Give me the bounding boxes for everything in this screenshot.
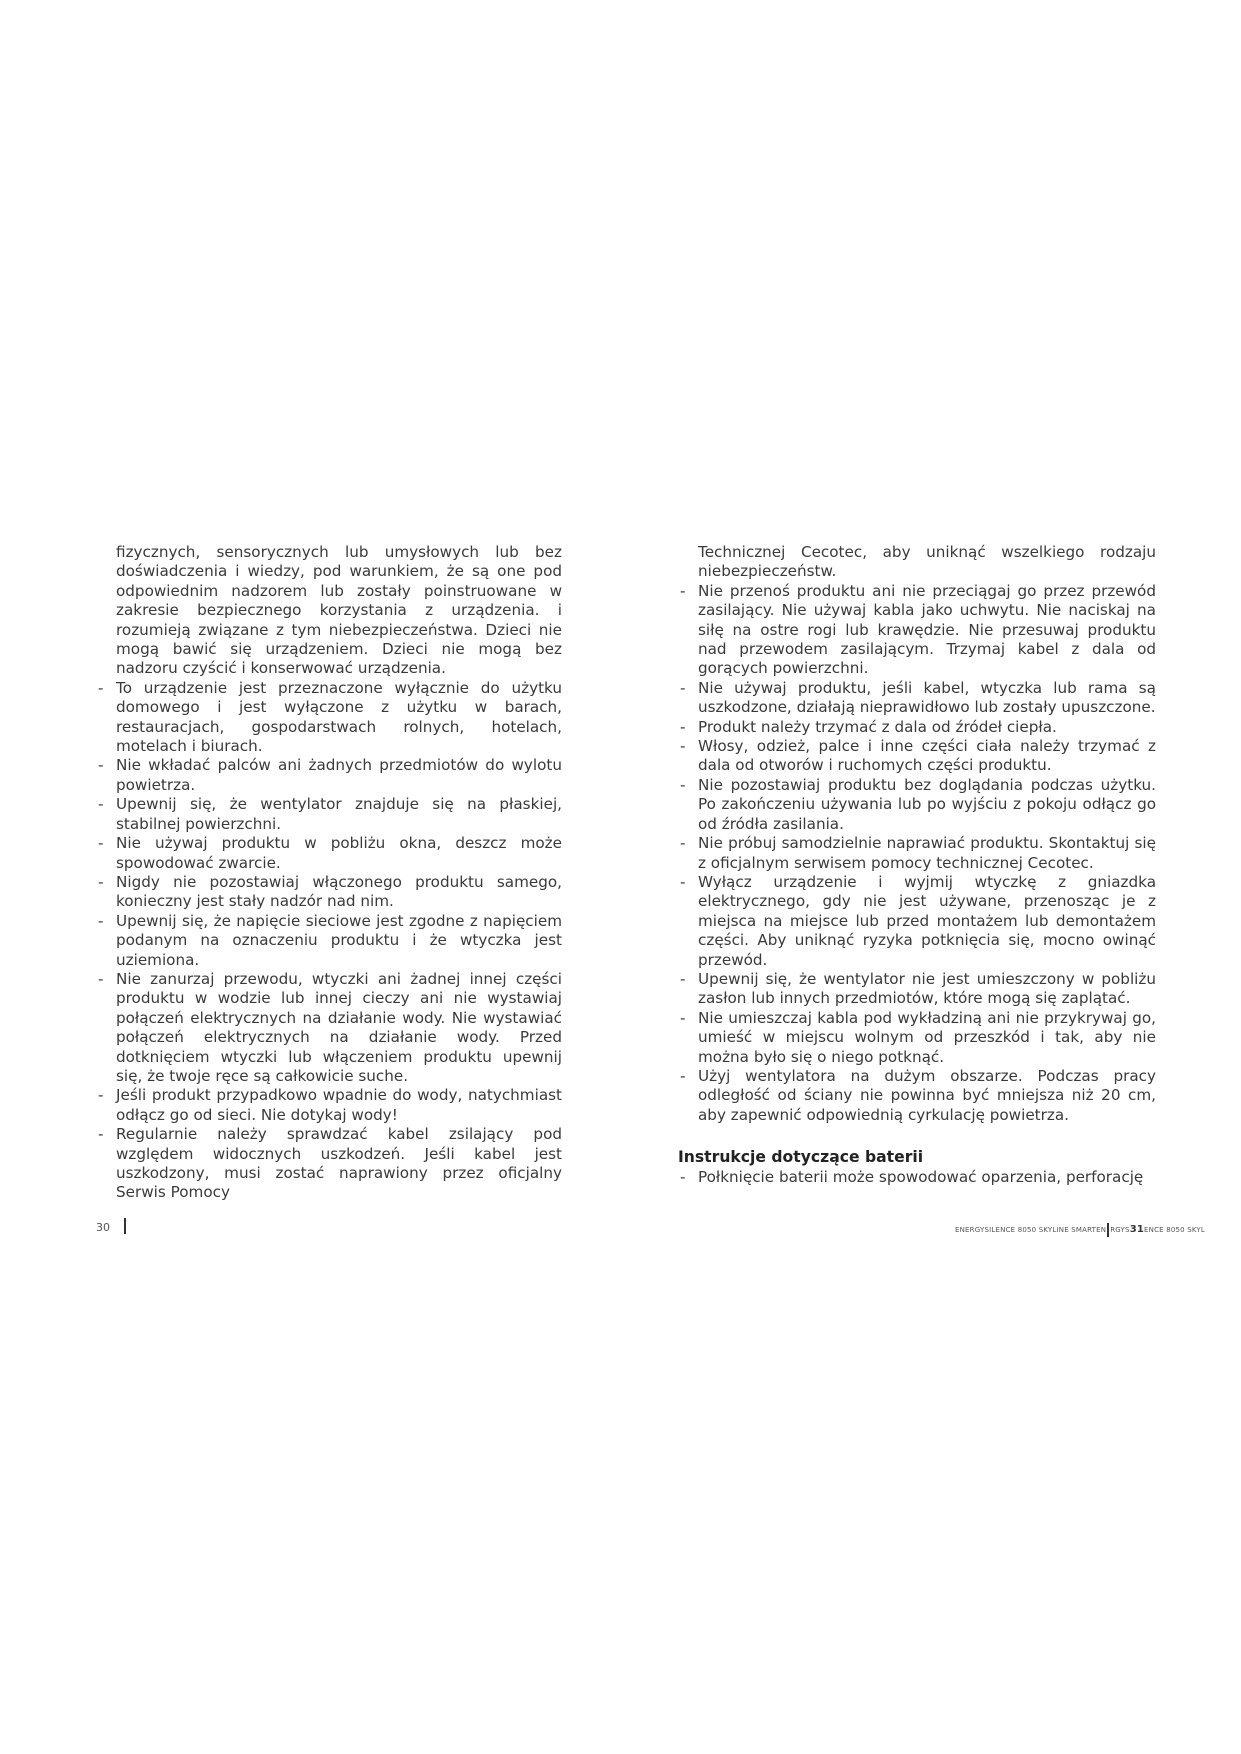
list-item-text: Upewnij się, że wentylator nie jest umieszczony w pobliżu zasłon lub innych przedmiotów, które mogą się zaplątać.	[698, 969, 1156, 1008]
bullet-dash: -	[680, 737, 686, 756]
running-title-a: ENERGYSILENCE 8050 SKYLINE SMARTEN	[955, 1226, 1107, 1234]
list-item-text: Użyj wentylatora na dużym obszarze. Podczas pracy odległość od ściany nie powinna być mniejsza niż 20 cm, aby zapewnić odpowiednią cyrkulację powietrza.	[698, 1066, 1156, 1124]
list-item	[96, 795, 562, 834]
bullet-dash: -	[98, 911, 104, 930]
list-item	[96, 834, 562, 873]
list-item-text: Upewnij się, że napięcie sieciowe jest zgodne z napięciem podanym na oznaczeniu produktu i że wtyczka jest uziemiona.	[116, 911, 562, 969]
bullet-dash: -	[98, 678, 104, 697]
list-item-text: Regularnie należy sprawdzać kabel zsilający pod względem widocznych uszkodzeń. Jeśli kabel jest uszkodzony, musi zostać naprawiony przez oficjalny Serwis Pomocy	[116, 1125, 562, 1202]
left-column	[96, 543, 562, 1203]
page-number-left	[96, 1221, 110, 1234]
list-item	[678, 1168, 1156, 1187]
list-item	[96, 1086, 562, 1125]
section-heading: Instrukcje dotyczące baterii	[678, 1148, 924, 1167]
list-item	[678, 737, 1156, 776]
bullet-dash: -	[680, 1008, 686, 1027]
list-item-text: Nie używaj produktu w pobliżu okna, deszcz może spowodować zwarcie.	[116, 834, 562, 872]
bullet-dash: -	[680, 1066, 686, 1085]
bullet-dash: -	[98, 1125, 104, 1144]
list-item-text: Włosy, odzież, palce i inne części ciała należy trzymać z dala od otworów i ruchomych części produktu.	[698, 737, 1156, 775]
intro-paragraph: Technicznej Cecotec, aby uniknąć wszelkiego rodzaju niebezpieczeństw.	[698, 543, 1156, 581]
list-item-text: Nie pozostawiaj produktu bez doglądania podczas użytku. Po zakończeniu używania lub po wyjściu z pokoju odłącz go od źródła zasilania.	[698, 775, 1156, 833]
list-item	[678, 1009, 1156, 1067]
list-item-text: Nie używaj produktu, jeśli kabel, wtyczka lub rama są uszkodzone, działają nieprawidłowo lub zostały upuszczone.	[698, 678, 1156, 717]
list-item-text: Upewnij się, że wentylator znajduje się na płaskiej, stabilnej powierzchni.	[116, 795, 562, 833]
running-title-b: RGYS	[1110, 1226, 1130, 1234]
bullet-dash: -	[680, 1167, 686, 1186]
bullet-dash: -	[98, 872, 104, 891]
right-column	[678, 543, 1156, 1187]
bullet-dash: -	[680, 834, 686, 853]
bullet-dash: -	[680, 969, 686, 988]
bullet-dash: -	[98, 1086, 104, 1105]
list-item-text: To urządzenie jest przeznaczone wyłącznie do użytku domowego i jest wyłączone z użytku w barach, restauracjach, gospodarstwach rolnych, hotelach, motelach i biurach.	[116, 678, 562, 756]
list-item	[678, 776, 1156, 834]
list-item	[96, 1125, 562, 1203]
bullet-dash: -	[680, 581, 686, 600]
running-footer-right	[955, 1223, 1205, 1237]
list-item-text: Nigdy nie pozostawiaj włączonego produktu samego, konieczny jest stały nadzór nad nim.	[116, 872, 562, 911]
list-item	[96, 679, 562, 757]
list-item	[678, 873, 1156, 970]
list-item	[96, 912, 562, 970]
bullet-dash: -	[680, 872, 686, 891]
bullet-dash: -	[680, 775, 686, 794]
list-item	[96, 970, 562, 1086]
list-item	[678, 834, 1156, 873]
page-number-right: 31	[1129, 1224, 1145, 1235]
list-item-text: Produkt należy trzymać z dala od źródeł ciepła.	[698, 717, 1057, 736]
list-item	[678, 679, 1156, 718]
bullet-dash: -	[680, 678, 686, 697]
footer-divider	[1107, 1223, 1109, 1237]
list-item	[678, 718, 1156, 737]
bullet-dash: -	[98, 795, 104, 814]
list-item-text: Nie zanurzaj przewodu, wtyczki ani żadnej innej części produktu w wodzie lub innej cieczy ani nie wystawiaj połączeń elektrycznych na działanie wody. Nie wystawiać połączeń elektrycznych na działanie wody. Przed dotknięciem wtyczki lub włączeniem produktu upewnij się, że twoje ręce są całkowicie suche.	[116, 969, 562, 1085]
list-item-text: Połknięcie baterii może spowodować oparzenia, perforację	[698, 1167, 1144, 1186]
list-item	[678, 970, 1156, 1009]
list-item-text: Nie przenoś produktu ani nie przeciągaj go przez przewód zasilający. Nie używaj kabla jako uchwytu. Nie naciskaj na siłę na ostre rogi lub krawędzie. Nie przesuwaj produktu nad przewodem zasilającym. Trzymaj kabel z dala od gorących powierzchni.	[698, 581, 1156, 678]
list-item-text: Nie wkładać palców ani żadnych przedmiotów do wylotu powietrza.	[116, 756, 562, 794]
list-item-text: Jeśli produkt przypadkowo wpadnie do wody, natychmiast odłącz go od sieci. Nie dotykaj wody!	[116, 1086, 562, 1124]
bullet-dash: -	[98, 834, 104, 853]
list-item	[96, 756, 562, 795]
list-item	[678, 582, 1156, 679]
page-number-left-text: 30	[96, 1221, 110, 1234]
list-item	[678, 1067, 1156, 1125]
running-title-c: ENCE 8050 SKYL	[1144, 1226, 1206, 1234]
bullet-dash: -	[98, 969, 104, 988]
list-item-text: Nie próbuj samodzielnie naprawiać produktu. Skontaktuj się z oficjalnym serwisem pomocy technicznej Cecotec.	[698, 834, 1156, 872]
footer-divider	[124, 1218, 126, 1234]
list-item-text: Wyłącz urządzenie i wyjmij wtyczkę z gniazdka elektrycznego, gdy nie jest używane, przenosząc je z miejsca na miejsce lub przed montażem lub demontażem części. Aby uniknąć ryzyka potknięcia się, mocno owinąć przewód.	[698, 872, 1156, 969]
bullet-dash: -	[680, 717, 686, 736]
bullet-dash: -	[98, 756, 104, 775]
list-item-text: Nie umieszczaj kabla pod wykładziną ani nie przykrywaj go, umieść w miejscu wolnym od przeszkód i tak, aby nie można było się o niego potknąć.	[698, 1008, 1156, 1066]
list-item	[96, 873, 562, 912]
intro-paragraph: fizycznych, sensorycznych lub umysłowych lub bez doświadczenia i wiedzy, pod warunkiem, że są one pod odpowiednim nadzorem lub zostały poinstruowane w zakresie bezpiecznego korzystania z urządzenia. i rozumieją związane z tym niebezpieczeństwa. Dzieci nie mogą bawić się urządzeniem. Dzieci nie mogą bez nadzoru czyścić i konserwować urządzenia.	[116, 543, 562, 678]
